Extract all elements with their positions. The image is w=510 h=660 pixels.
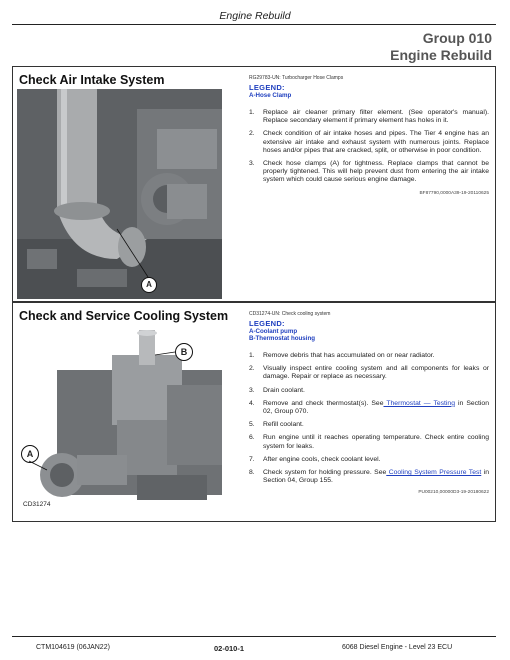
header-rule [12, 24, 496, 25]
step-item: 4. Remove and check thermostat(s). See Thermostat — Testing in Section 02, Group 070. [249, 399, 489, 416]
step-item: 1. Remove debris that has accumulated on or near radiator. [249, 352, 435, 359]
footer-rule [12, 636, 496, 637]
footer-product: 6068 Diesel Engine - Level 23 ECU [342, 644, 453, 651]
running-header: Engine Rebuild [219, 10, 291, 22]
callout-a: A [141, 277, 157, 293]
step-item: 2. Visually inspect entire cooling system and all components for leaks or damage. Repair or replace as necessary. [249, 365, 489, 381]
step-item: 8. Check system for holding pressure. See Cooling System Pressure Test in Section 04, Group 155. [249, 469, 489, 485]
legend-title: LEGEND: [249, 83, 285, 92]
reference-code: BF87790,0000A39-19-20110625 [419, 190, 489, 196]
step-item: 5. Refill coolant. [249, 421, 304, 429]
group-number: Group 010 [422, 30, 492, 46]
right-column [249, 75, 489, 196]
right-column [249, 311, 489, 495]
callout-leader [17, 89, 222, 299]
callout-leaders [17, 325, 227, 517]
footer-doc-id: CTM104619 (06JAN22) [36, 644, 110, 651]
section-title: Check Air Intake System [19, 73, 165, 87]
image-caption: RG29783-UN: Turbocharger Hose Clamps [249, 75, 344, 81]
group-title: Engine Rebuild [390, 47, 492, 63]
callout-a: A [21, 445, 39, 463]
reference-code: PU00210,00000D3-19-20180622 [418, 490, 489, 496]
photo-label: CD31274 [23, 501, 51, 508]
callout-b: B [175, 343, 193, 361]
section-cooling-system [12, 302, 496, 522]
legend-item: B-Thermostat housing [249, 335, 315, 342]
thermostat-testing-link[interactable]: Thermostat — Testing [383, 399, 455, 407]
steps-list [249, 109, 489, 185]
section-air-intake [12, 66, 496, 302]
step-item: 3. Drain coolant. [249, 386, 305, 394]
image-caption: CD31274-UN: Check cooling system [249, 311, 331, 317]
legend-item: A-Coolant pump [249, 328, 298, 335]
step-item: 6. Run engine until it reaches operating temperature. Check entire cooling system for leaks. [249, 434, 489, 450]
step-item: 7. After engine cools, check coolant level. [249, 455, 381, 463]
steps-list [249, 352, 489, 485]
step-item: 1. Replace air cleaner primary filter element. (See operator's manual). Replace secondary element if primary element has holes in it. [249, 109, 489, 125]
turbocharger-photo [17, 89, 222, 299]
pressure-test-link[interactable]: Cooling System Pressure Test [386, 469, 482, 477]
step-item: 2. Check condition of air intake hoses and pipes. The Tier 4 engine has an extensive air intake and exhaust system with numerous joints. Replace hoses and/or pipes that are cracked, split, or otherwise in poor condition. [249, 130, 489, 154]
legend-title: LEGEND: [249, 319, 285, 328]
legend-item: A-Hose Clamp [249, 92, 292, 99]
section-title: Check and Service Cooling System [19, 309, 229, 323]
step-item: 3. Check hose clamps (A) for tightness. Replace clamps that cannot be properly tightened. This will help prevent dust from entering the air intake system which could cause serious engine damage. [249, 160, 489, 184]
footer-page-number: 02-010-1 [214, 644, 245, 653]
cooling-system-photo [17, 325, 227, 517]
